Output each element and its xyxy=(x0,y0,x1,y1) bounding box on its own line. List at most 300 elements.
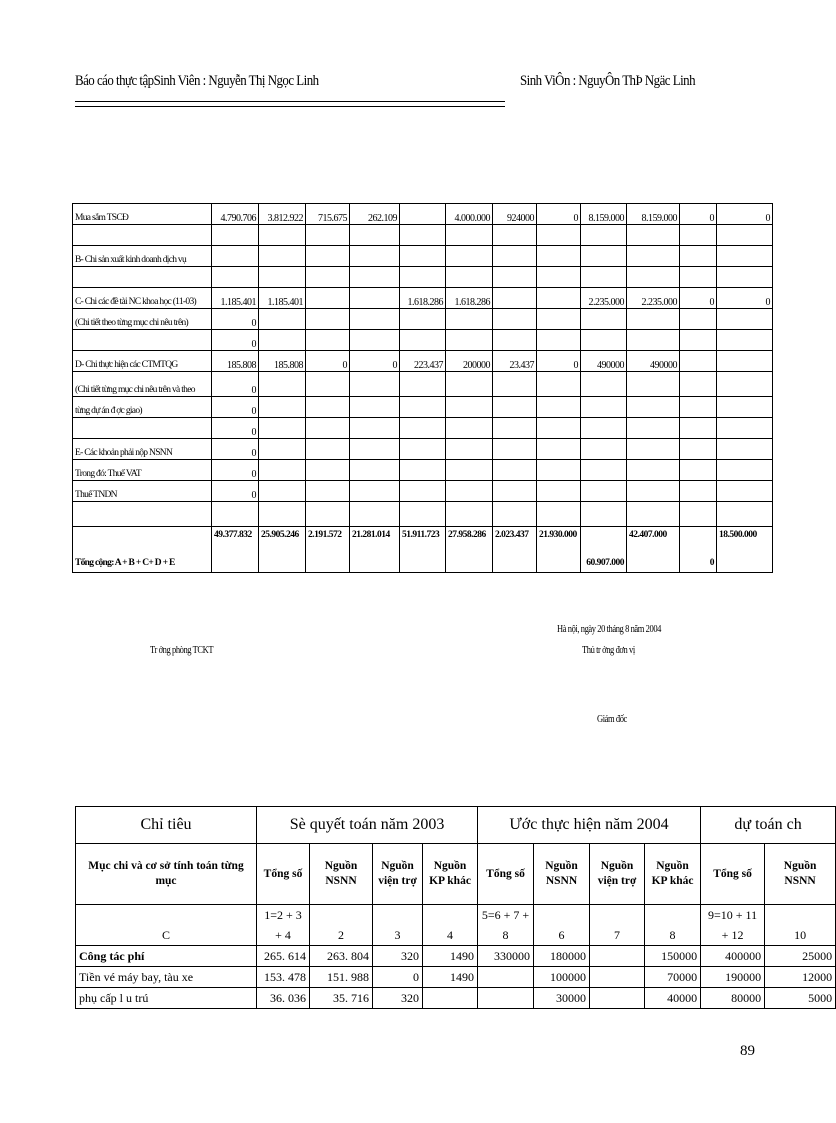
table-cell xyxy=(350,246,400,267)
row-label: C- Chi các đề tài NC khoa học (11-03) xyxy=(73,288,212,309)
table-row xyxy=(76,988,836,1009)
code-cell: 7 xyxy=(590,905,645,946)
table-cell: 2.235.000 xyxy=(581,288,627,309)
row-label: Thuế TNDN xyxy=(73,481,212,502)
table-cell xyxy=(400,204,446,225)
table-cell xyxy=(306,309,350,330)
table-cell xyxy=(306,397,350,418)
total-cell: 60.907.000 xyxy=(581,527,627,573)
table-cell xyxy=(537,225,581,246)
table-row xyxy=(73,309,773,330)
table-cell: 1.185.401 xyxy=(212,288,259,309)
table-cell xyxy=(259,267,306,288)
table-cell xyxy=(306,460,350,481)
code-cell: 6 xyxy=(534,905,590,946)
code-row xyxy=(76,905,836,946)
table-cell xyxy=(493,225,537,246)
sub-header: Nguồn KP khác xyxy=(423,844,478,905)
table-cell xyxy=(400,418,446,439)
table-cell xyxy=(627,330,680,351)
table-cell: 35. 716 xyxy=(310,988,373,1009)
table-cell: 0 xyxy=(212,439,259,460)
table-cell xyxy=(717,246,773,267)
table-cell xyxy=(259,502,306,527)
table-cell xyxy=(400,439,446,460)
sub-header: Nguồn KP khác xyxy=(645,844,701,905)
table-cell xyxy=(627,460,680,481)
table-row xyxy=(73,288,773,309)
table-cell xyxy=(212,225,259,246)
table-cell: 715.675 xyxy=(306,204,350,225)
table-cell: 100000 xyxy=(534,967,590,988)
table-cell xyxy=(400,225,446,246)
table-cell xyxy=(581,439,627,460)
sub-header: Nguồn NSNN xyxy=(765,844,836,905)
director-title: Giám đốc xyxy=(597,714,627,725)
table-cell xyxy=(717,502,773,527)
row-label: từng dự án đ ợc giao) xyxy=(73,397,212,418)
table-cell xyxy=(680,502,717,527)
table-cell xyxy=(306,418,350,439)
table-cell xyxy=(400,372,446,397)
table-cell: 1.185.401 xyxy=(259,288,306,309)
row-label: Trong đó: Thuế VAT xyxy=(73,460,212,481)
table-cell xyxy=(581,246,627,267)
signature-date: Hà nội, ngày 20 tháng 8 năm 2004 xyxy=(557,624,661,635)
total-cell: 27.958.286 xyxy=(446,527,493,573)
table-cell xyxy=(537,481,581,502)
table-cell xyxy=(627,225,680,246)
table-cell xyxy=(717,267,773,288)
row-label: E- Các khoản phải nộp NSNN xyxy=(73,439,212,460)
table-cell: 200000 xyxy=(446,351,493,372)
table-cell xyxy=(581,225,627,246)
table-cell xyxy=(537,309,581,330)
table-cell: 8.159.000 xyxy=(627,204,680,225)
table-cell xyxy=(537,418,581,439)
row-label: Công tác phí xyxy=(76,946,257,967)
table-cell xyxy=(400,460,446,481)
table-cell xyxy=(350,439,400,460)
table-cell: 4.790.706 xyxy=(212,204,259,225)
code-cell: 2 xyxy=(310,905,373,946)
table-cell xyxy=(590,988,645,1009)
table-cell: 1.618.286 xyxy=(446,288,493,309)
row-label: D- Chi thực hiện các CTMTQG xyxy=(73,351,212,372)
table-row xyxy=(73,439,773,460)
table-cell: 0 xyxy=(212,309,259,330)
table-cell xyxy=(680,309,717,330)
table-cell: 0 xyxy=(373,967,423,988)
table-cell xyxy=(259,330,306,351)
table-cell xyxy=(717,309,773,330)
table-cell xyxy=(350,330,400,351)
table-cell xyxy=(680,267,717,288)
table-cell xyxy=(400,330,446,351)
table-cell: 151. 988 xyxy=(310,967,373,988)
table-cell: 25000 xyxy=(765,946,836,967)
table-cell xyxy=(717,225,773,246)
table-cell xyxy=(350,288,400,309)
table-cell: 3.812.922 xyxy=(259,204,306,225)
table-cell xyxy=(212,267,259,288)
table-cell xyxy=(400,502,446,527)
table-cell xyxy=(446,267,493,288)
table-cell xyxy=(680,351,717,372)
table-cell xyxy=(212,502,259,527)
table-cell: 320 xyxy=(373,988,423,1009)
table-cell: 153. 478 xyxy=(257,967,310,988)
table-cell xyxy=(493,460,537,481)
table-cell xyxy=(581,372,627,397)
table-cell: 80000 xyxy=(701,988,765,1009)
table-cell: 0 xyxy=(717,204,773,225)
row-label xyxy=(73,267,212,288)
sub-header: Tổng số xyxy=(701,844,765,905)
table-cell: 262.109 xyxy=(350,204,400,225)
table-cell xyxy=(581,267,627,288)
table-cell: 12000 xyxy=(765,967,836,988)
table-cell: 0 xyxy=(212,397,259,418)
budget-table xyxy=(72,203,773,573)
table-cell xyxy=(259,246,306,267)
table-cell xyxy=(717,481,773,502)
table-cell xyxy=(259,418,306,439)
head-of-finance-title: Tr ởng phòng TCKT xyxy=(150,645,214,656)
table-cell xyxy=(493,502,537,527)
table-cell: 0 xyxy=(212,481,259,502)
code-cell: 3 xyxy=(373,905,423,946)
table-cell: 150000 xyxy=(645,946,701,967)
table-cell xyxy=(400,397,446,418)
table-cell xyxy=(581,418,627,439)
table-cell xyxy=(259,372,306,397)
table-cell: 0 xyxy=(717,288,773,309)
table-cell xyxy=(446,397,493,418)
table-cell xyxy=(581,460,627,481)
table-cell xyxy=(478,988,534,1009)
table-row xyxy=(73,330,773,351)
group-header: dự toán ch xyxy=(701,807,836,844)
table-cell: 0 xyxy=(350,351,400,372)
total-cell: 42.407.000 xyxy=(627,527,680,573)
header-left: Báo cáo thực tậpSinh Viên : Nguyễn Thị Ngọc Linh xyxy=(75,73,319,89)
table-cell: 924000 xyxy=(493,204,537,225)
table-cell: 0 xyxy=(212,460,259,481)
code-cell: 8 xyxy=(645,905,701,946)
table-cell xyxy=(306,372,350,397)
table-cell xyxy=(423,988,478,1009)
table-cell: 400000 xyxy=(701,946,765,967)
table-cell xyxy=(306,502,350,527)
table-cell xyxy=(717,418,773,439)
total-cell: 25.905.246 xyxy=(259,527,306,573)
table-cell xyxy=(493,309,537,330)
table-cell xyxy=(350,225,400,246)
table-cell xyxy=(306,481,350,502)
table-cell xyxy=(717,372,773,397)
table-cell: 320 xyxy=(373,946,423,967)
table-cell xyxy=(259,397,306,418)
table-cell xyxy=(350,372,400,397)
group-header: Sè quyết toán năm 2003 xyxy=(257,807,478,844)
row-label: phụ cấp l u trú xyxy=(76,988,257,1009)
table-cell xyxy=(537,372,581,397)
sub-header: Mục chi và cơ sở tính toán từng mục xyxy=(76,844,257,905)
table-cell: 1490 xyxy=(423,946,478,967)
table-row xyxy=(76,946,836,967)
table-cell: 0 xyxy=(680,288,717,309)
row-label: Tiền vé máy bay, tàu xe xyxy=(76,967,257,988)
table-cell xyxy=(259,481,306,502)
table-cell xyxy=(493,288,537,309)
table-row xyxy=(73,204,773,225)
table-cell xyxy=(446,309,493,330)
table-cell xyxy=(537,502,581,527)
table-cell: 185.808 xyxy=(259,351,306,372)
table-cell xyxy=(493,397,537,418)
table-cell xyxy=(537,460,581,481)
expense-detail-table xyxy=(75,806,836,1009)
table-cell xyxy=(350,309,400,330)
table-cell: 263. 804 xyxy=(310,946,373,967)
table-cell xyxy=(627,309,680,330)
table-cell xyxy=(680,397,717,418)
table-cell xyxy=(627,502,680,527)
table-cell xyxy=(590,946,645,967)
table-cell xyxy=(446,439,493,460)
table-cell: 490000 xyxy=(627,351,680,372)
table-cell: 490000 xyxy=(581,351,627,372)
table-cell xyxy=(400,481,446,502)
header-right: Sinh ViÔn : NguyÔn ThÞ Ngäc Linh xyxy=(520,73,696,89)
table-cell xyxy=(446,502,493,527)
table-row xyxy=(76,967,836,988)
table-cell xyxy=(581,309,627,330)
table-cell xyxy=(537,397,581,418)
table-cell xyxy=(581,502,627,527)
table-cell xyxy=(537,330,581,351)
sub-header-row xyxy=(76,844,836,905)
table-cell xyxy=(306,330,350,351)
table-cell xyxy=(581,330,627,351)
row-label xyxy=(73,418,212,439)
table-cell: 30000 xyxy=(534,988,590,1009)
table-cell xyxy=(306,288,350,309)
table-cell: 1490 xyxy=(423,967,478,988)
sub-header: Tổng số xyxy=(257,844,310,905)
table-cell xyxy=(478,967,534,988)
table-cell: 190000 xyxy=(701,967,765,988)
total-cell: 0 xyxy=(680,527,717,573)
table-cell xyxy=(627,439,680,460)
table-cell: 0 xyxy=(212,330,259,351)
table-cell xyxy=(493,246,537,267)
sub-header: Nguồn NSNN xyxy=(534,844,590,905)
table-cell xyxy=(680,481,717,502)
row-label: (Chi tiết theo từng mục chi nêu trên) xyxy=(73,309,212,330)
table-cell xyxy=(306,246,350,267)
table-cell xyxy=(446,225,493,246)
sub-header: Nguồn viện trợ xyxy=(373,844,423,905)
total-row xyxy=(73,527,773,573)
sub-header: Nguồn viện trợ xyxy=(590,844,645,905)
table-cell xyxy=(446,418,493,439)
table-cell xyxy=(350,267,400,288)
table-cell xyxy=(446,372,493,397)
total-cell: 2.023.437 xyxy=(493,527,537,573)
table-cell xyxy=(350,481,400,502)
table-cell xyxy=(493,330,537,351)
code-cell: 5=6 + 7 + 8 xyxy=(478,905,534,946)
table-cell xyxy=(446,246,493,267)
code-cell: 9=10 + 11 + 12 xyxy=(701,905,765,946)
table-cell xyxy=(537,246,581,267)
table-cell xyxy=(627,481,680,502)
table-cell xyxy=(493,481,537,502)
group-header: Chỉ tiêu xyxy=(76,807,257,844)
table-cell xyxy=(717,330,773,351)
table-cell xyxy=(627,372,680,397)
row-label xyxy=(73,330,212,351)
table-cell xyxy=(581,481,627,502)
table-cell xyxy=(350,502,400,527)
table-cell xyxy=(680,246,717,267)
table-cell: 0 xyxy=(212,372,259,397)
table-row xyxy=(73,267,773,288)
table-row xyxy=(73,351,773,372)
table-cell: 223.437 xyxy=(400,351,446,372)
table-row xyxy=(73,502,773,527)
table-cell xyxy=(259,460,306,481)
table-cell: 70000 xyxy=(645,967,701,988)
total-label: Tổng cộng: A + B + C+ D + E xyxy=(73,527,212,573)
total-cell: 51.911.723 xyxy=(400,527,446,573)
table-cell: 1.618.286 xyxy=(400,288,446,309)
table-cell: 185.808 xyxy=(212,351,259,372)
table-cell xyxy=(627,267,680,288)
table-cell: 0 xyxy=(537,351,581,372)
table-cell xyxy=(446,330,493,351)
group-header-row xyxy=(76,807,836,844)
row-label: Mua sắm TSCĐ xyxy=(73,204,212,225)
row-label: B- Chi sản xuất kinh doanh dịch vụ xyxy=(73,246,212,267)
table-cell xyxy=(259,309,306,330)
table-cell xyxy=(627,418,680,439)
table-cell xyxy=(306,439,350,460)
table-cell xyxy=(446,460,493,481)
total-cell: 21.281.014 xyxy=(350,527,400,573)
table-cell xyxy=(350,460,400,481)
table-cell xyxy=(446,481,493,502)
table-cell xyxy=(493,439,537,460)
row-label: (Chi tiết từng mục chi nêu trên và theo xyxy=(73,372,212,397)
table-cell xyxy=(717,439,773,460)
total-cell: 21.930.000 xyxy=(537,527,581,573)
table-cell: 40000 xyxy=(645,988,701,1009)
table-cell xyxy=(627,246,680,267)
table-cell: 5000 xyxy=(765,988,836,1009)
table-cell xyxy=(717,351,773,372)
table-cell: 2.235.000 xyxy=(627,288,680,309)
code-cell: 10 xyxy=(765,905,836,946)
table-cell xyxy=(493,418,537,439)
table-cell xyxy=(493,267,537,288)
table-cell xyxy=(717,460,773,481)
group-header: Ước thực hiện năm 2004 xyxy=(478,807,701,844)
table-cell: 0 xyxy=(537,204,581,225)
code-cell: 1=2 + 3 + 4 xyxy=(257,905,310,946)
table-cell xyxy=(680,418,717,439)
total-cell: 49.377.832 xyxy=(212,527,259,573)
sub-header: Tổng số xyxy=(478,844,534,905)
table-cell xyxy=(350,418,400,439)
table-cell xyxy=(537,439,581,460)
table-cell: 330000 xyxy=(478,946,534,967)
row-label xyxy=(73,225,212,246)
table-row xyxy=(73,460,773,481)
table-cell xyxy=(493,372,537,397)
total-cell: 18.500.000 xyxy=(717,527,773,573)
table-cell xyxy=(212,246,259,267)
page-number: 89 xyxy=(740,1043,755,1059)
table-cell xyxy=(680,372,717,397)
table-cell xyxy=(680,225,717,246)
table-cell: 0 xyxy=(306,351,350,372)
table-cell: 23.437 xyxy=(493,351,537,372)
table-cell: 36. 036 xyxy=(257,988,310,1009)
header-rule-top xyxy=(75,101,505,102)
table-cell xyxy=(537,267,581,288)
head-of-unit-title: Thủ tr ởng đơn vị xyxy=(582,645,635,656)
table-row xyxy=(73,397,773,418)
table-cell xyxy=(680,330,717,351)
table-cell: 0 xyxy=(212,418,259,439)
code-cell: C xyxy=(76,905,257,946)
table-row xyxy=(73,225,773,246)
table-cell xyxy=(400,309,446,330)
table-cell xyxy=(680,460,717,481)
table-cell: 180000 xyxy=(534,946,590,967)
sub-header: Nguồn NSNN xyxy=(310,844,373,905)
table-cell xyxy=(590,967,645,988)
table-cell xyxy=(717,397,773,418)
row-label xyxy=(73,502,212,527)
table-cell xyxy=(259,439,306,460)
table-row xyxy=(73,372,773,397)
table-row xyxy=(73,481,773,502)
table-cell xyxy=(537,288,581,309)
code-cell: 4 xyxy=(423,905,478,946)
table-cell xyxy=(400,267,446,288)
table-cell xyxy=(306,267,350,288)
table-cell xyxy=(400,246,446,267)
header-rule-bottom xyxy=(75,106,505,107)
table-cell xyxy=(259,225,306,246)
table-cell: 0 xyxy=(680,204,717,225)
table-cell xyxy=(581,397,627,418)
table-cell: 265. 614 xyxy=(257,946,310,967)
table-row xyxy=(73,418,773,439)
table-cell xyxy=(350,397,400,418)
table-cell xyxy=(680,439,717,460)
table-cell: 8.159.000 xyxy=(581,204,627,225)
table-cell xyxy=(627,397,680,418)
table-row xyxy=(73,246,773,267)
table-cell: 4.000.000 xyxy=(446,204,493,225)
total-cell: 2.191.572 xyxy=(306,527,350,573)
table-cell xyxy=(306,225,350,246)
